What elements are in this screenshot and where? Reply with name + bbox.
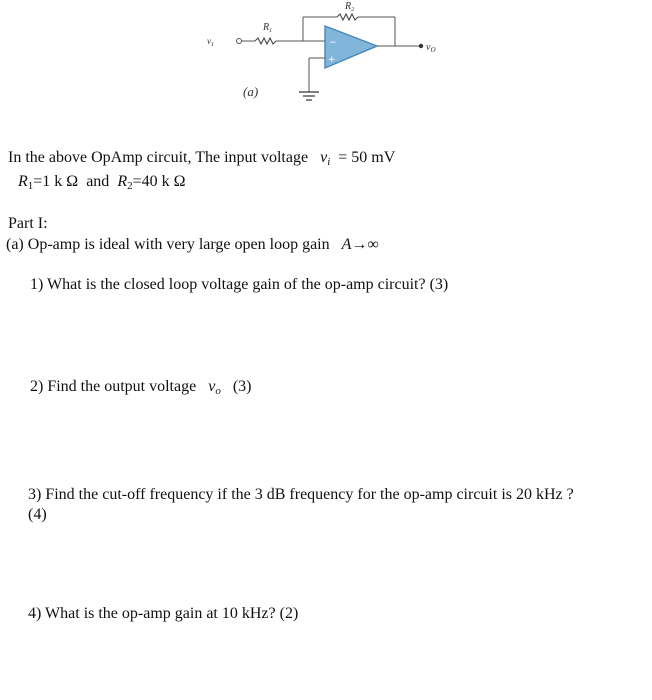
part-title: Part I:	[8, 215, 48, 232]
svg-text:+: +	[328, 55, 336, 65]
resistor-r1	[255, 38, 276, 44]
opamp-circuit-figure	[195, 0, 455, 112]
part-condition: (a) Op-amp is ideal with very large open loop gain A→∞	[6, 236, 379, 253]
question-1: 1) What is the closed loop voltage gain of the op-amp circuit? (3)	[30, 276, 449, 293]
intro-line-2: $R_1=1$ k Ω and $R_2=40$ k Ω	[18, 173, 186, 192]
question-3-line-2: (4)	[28, 506, 47, 523]
resistor-r2	[337, 14, 358, 20]
input-terminal	[237, 39, 242, 44]
question-4: 4) What is the op-amp gain at 10 kHz? (2)	[28, 605, 299, 622]
question-3-line-1: 3) Find the cut-off frequency if the 3 dB frequency for the op-amp circuit is 20 kHz ?	[28, 486, 574, 503]
label-r2: $R_2$	[345, 1, 355, 13]
label-r1: $R_1$	[263, 22, 273, 34]
ground-icon	[299, 92, 319, 100]
output-terminal	[419, 44, 423, 48]
svg-text:−: −	[329, 38, 337, 48]
label-vo: $v_O$	[426, 42, 436, 54]
label-v1: $v_1$	[207, 36, 214, 48]
intro-line-1: In the above OpAmp circuit, The input voltage $v_i = 50$ mV	[8, 149, 396, 168]
figure-caption: (a)	[243, 84, 259, 99]
question-2: 2) Find the output voltage $v_o$ (3)	[30, 378, 252, 397]
